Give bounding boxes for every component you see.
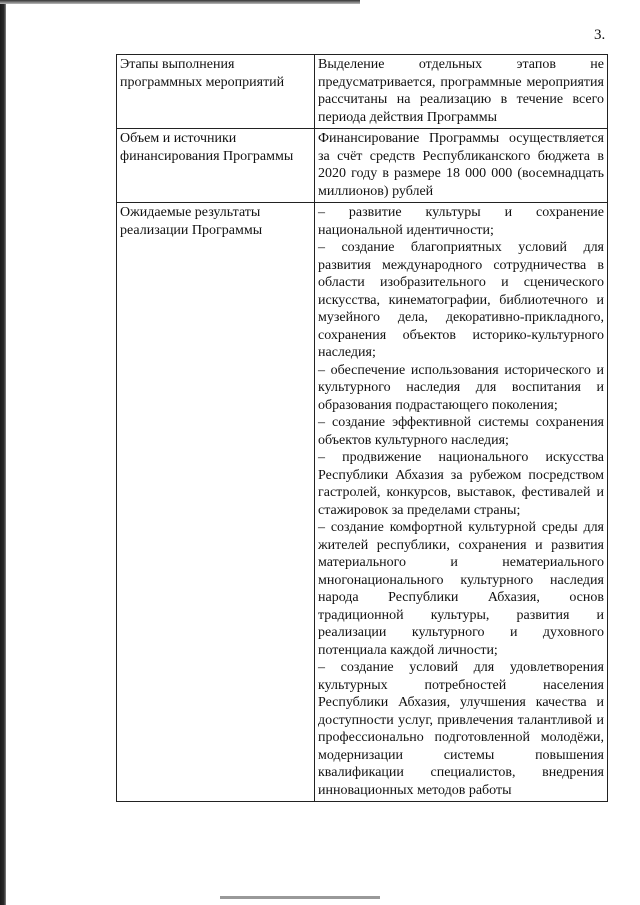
result-item: – продвижение национального искусства Республики Абхазия за рубежом посредством гастролей, конкурсов, выставок, фестивалей и стажировок за пределами страны;: [318, 450, 604, 518]
row-label-results: Ожидаемые результаты реализации Программы: [117, 203, 315, 802]
result-item: – создание благоприятных условий для развития международного сотрудничества в области изобразительного и сценического искусства, кинематографии, библиотечного и музейного дела, декоративно-прикладного, сохранения объектов историко-культурного наследия;: [318, 240, 604, 360]
row-value-results: [315, 203, 608, 802]
result-item: – обеспечение использования исторического и культурного наследия для воспитания и образования подрастающего поколения;: [318, 362, 604, 413]
table-row-stages: [117, 55, 608, 129]
scan-edge-top: [0, 0, 360, 4]
scan-edge-left: [0, 0, 6, 905]
row-label-stages: Этапы выполнения программных мероприятий: [117, 55, 315, 129]
program-passport-table: [116, 54, 608, 802]
row-label-financing: Объем и источники финансирования Программы: [117, 129, 315, 203]
result-item: – создание условий для удовлетворения культурных потребностей населения Республики Абхазия, улучшения качества и доступности услуг, привлечения талантливой и профессионально подготовленной молодёжи, модернизации системы повышения квалификации специалистов, внедрения инновационных методов работы: [318, 660, 604, 798]
row-value-financing: Финансирование Программы осуществляется за счёт средств Республиканского бюджета в 2020 году в размере 18 000 000 (восемнадцать миллионов) рублей: [315, 129, 608, 203]
row-value-stages: Выделение отдельных этапов не предусматривается, программные мероприятия рассчитаны на реализацию в течение всего периода действия Программы: [315, 55, 608, 129]
table-row-financing: [117, 129, 608, 203]
page-number: 3.: [594, 27, 606, 43]
result-item: – создание эффективной системы сохранения объектов культурного наследия;: [318, 415, 604, 448]
result-item: – развитие культуры и сохранение национальной идентичности;: [318, 205, 604, 238]
result-item: – создание комфортной культурной среды для жителей республики, сохранения и развития материального и нематериального многонационального культурного наследия народа Республики Абхазия, основ традиционной культуры, развития и реализации культурного и духовного потенциала каждой личности;: [318, 520, 604, 658]
scan-edge-bottom: [220, 896, 380, 899]
table-row-results: [117, 203, 608, 802]
